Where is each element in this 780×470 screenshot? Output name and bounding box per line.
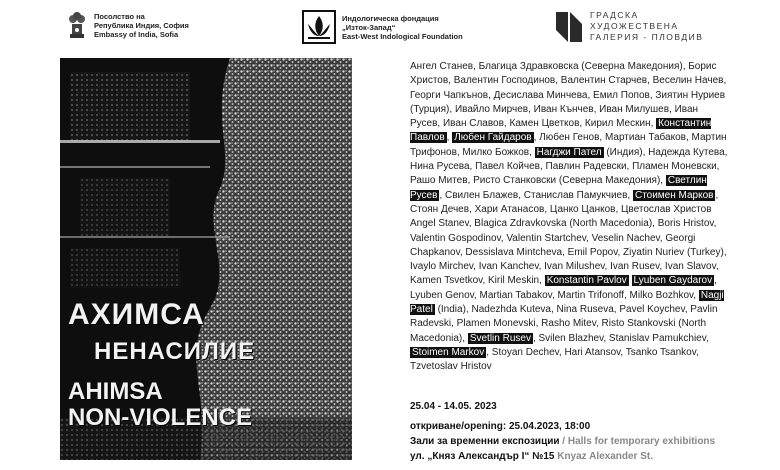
address-en: Knyaz Alexander St. bbox=[554, 451, 654, 462]
foundation-name-line3: East-West Indological Foundation bbox=[342, 31, 463, 41]
embassy-logo bbox=[66, 10, 189, 40]
artist-text: , Любен Генов, Мартиан Табаков, Мартин Трифонов, Милко Божков, bbox=[410, 132, 727, 158]
embassy-name-line1: Посолство на bbox=[94, 11, 145, 21]
embassy-name-line2: Република Индия, София bbox=[94, 20, 189, 30]
artist-text: , bbox=[446, 132, 453, 144]
foundation-name-line2: „Изток-Запад“ bbox=[342, 22, 396, 32]
artist-text: , Svilen Blazhev, Stanislav Pamukchiev, bbox=[532, 332, 709, 344]
highlighted-artist: Любен Гайдаров bbox=[454, 132, 532, 144]
address-line bbox=[410, 451, 653, 462]
foundation-logo bbox=[302, 10, 463, 44]
artist-list bbox=[410, 60, 728, 375]
embassy-name-line3: Embassy of India, Sofia bbox=[94, 29, 179, 39]
poster-title-en-1: AHIMSA bbox=[68, 378, 163, 405]
artist-text: , Стоян Дечев, Хари Атанасов, Цанко Цанков, Цветослав Христов Angel Stanev, Blagica Zdravkovska (North Macedonia), Boris Hristov, Valentin Gospodinov, Valentin Startchev, Veselin Nachev, Georgi Chapkanov, Dessislava Mintcheva, Emil Popov, Ziyatin Nuriev (Turkey), Ivaylo Mirchev, Ivan Kanchev, Ivan Milushev, Ivan Rusev, Ivan Slavov, Kamen Tsvetkov, Kiril Meskin, bbox=[410, 189, 727, 287]
poster-title-bg-2: НЕНАСИЛИЕ bbox=[94, 338, 256, 365]
address-bg: ул. „Княз Александър I“ №15 bbox=[410, 451, 555, 462]
highlighted-artist: Stoimen Markov bbox=[412, 346, 485, 358]
gallery-name-line3: ГАЛЕРИЯ - ПЛОВДИВ bbox=[590, 32, 704, 42]
artist-text: , Stoyan Dechev, Hari Atansov, Tsanko Tsankov, Tzvetoslav Hristov bbox=[410, 346, 699, 373]
lotus-icon bbox=[302, 10, 336, 44]
opening-label: откриване/opening: bbox=[410, 421, 509, 432]
halls-line bbox=[410, 436, 715, 447]
gallery-logo bbox=[556, 10, 703, 43]
artist-text: , Lyuben Genov, Martian Tabakov, Martin Trifonoff, Milko Bozhkov, bbox=[410, 275, 717, 301]
highlighted-artist: Nagji Patel bbox=[410, 289, 724, 316]
ashoka-emblem-icon bbox=[66, 10, 88, 40]
gallery-name-line1: ГРАДСКА bbox=[590, 10, 639, 20]
artist-text: (Индия), Надежда Кутева, Нина Русева, Павел Койчев, Павлин Радевски, Пламен Моневски, Рашо Митев, Ристо Станковски (Северна Македония), bbox=[410, 146, 728, 187]
artist-text: (India), Nadezhda Kuteva, Nina Ruseva, Pavel Koychev, Pavlin Radevski, Plamen Monevski, Rasho Mitev, Risto Stankovski (North Macedonia), bbox=[410, 304, 718, 344]
gallery-mark-icon bbox=[556, 12, 582, 42]
highlighted-artist: Konstantin Pavlov bbox=[546, 275, 627, 287]
highlighted-artist: Стоимен Марков bbox=[634, 189, 714, 201]
highlighted-artist: Светлин Русев bbox=[410, 175, 707, 201]
foundation-name-line1: Индологическа фондация bbox=[342, 13, 439, 23]
poster-title-bg-1: АХИМСА bbox=[68, 298, 205, 331]
opening-value: 25.04.2023, 18:00 bbox=[508, 421, 591, 432]
halls-en: / Halls for temporary exhibitions bbox=[559, 436, 716, 447]
exhibition-dates: 25.04 - 14.05. 2023 bbox=[410, 401, 497, 412]
artist-text: Ангел Станев, Благица Здравковска (Северна Македония), Борис Христов, Валентин Господинов, Валентин Старчев, Веселин Начев, Георги Чапкънов, Десислава Минчева, Емил Попов, Зиятин Нуриев (Турция), Ивайло Мирчев, Иван Кънчев, Иван Милушев, Иван Русев, Иван Славов, Камен Цветков, Кирил Мескин, bbox=[410, 61, 727, 130]
artist-text: , Свилен Блажев, Станислав Памукчиев, bbox=[439, 189, 633, 201]
highlighted-artist: Svetlin Rusev bbox=[469, 332, 531, 344]
poster-title-en-2: NON-VIOLENCE bbox=[68, 404, 253, 431]
halls-bg: Зали за временни експозиции bbox=[410, 436, 560, 447]
gallery-name-line2: ХУДОЖЕСТВЕНА bbox=[590, 21, 679, 31]
opening-line bbox=[410, 421, 590, 432]
highlighted-artist: Lyuben Gaydarov bbox=[633, 275, 713, 287]
highlighted-artist: Нагджи Пател bbox=[536, 146, 602, 158]
highlighted-artist: Константин Павлов bbox=[410, 118, 712, 144]
exhibition-poster bbox=[60, 58, 352, 460]
